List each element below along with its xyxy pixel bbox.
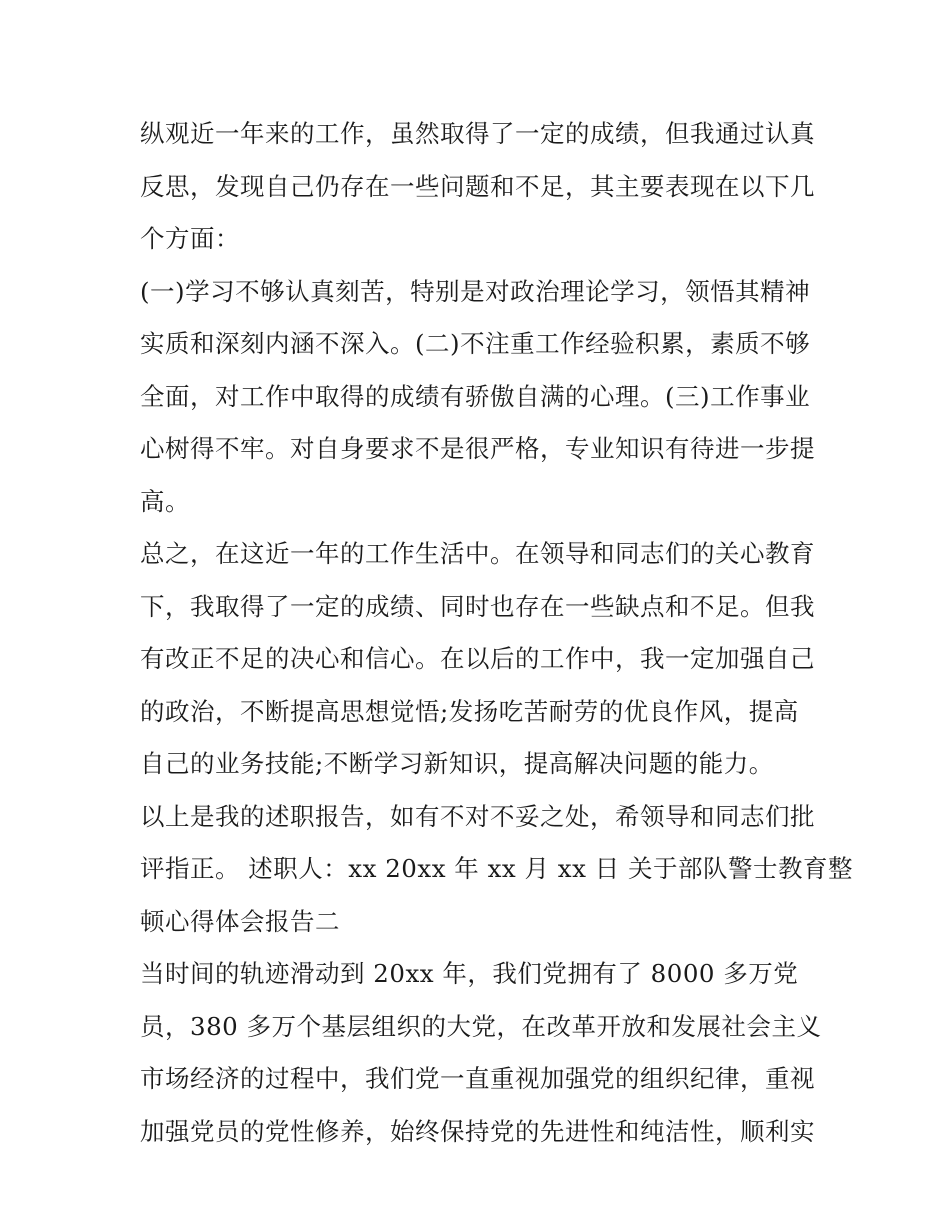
text-line: 下，我取得了一定的成绩、同时也存在一些缺点和不足。但我 [140,591,815,621]
text-line: 全面，对工作中取得的成绩有骄傲自满的心理。(三)工作事业 [140,381,811,411]
text-line: 市场经济的过程中，我们党一直重视加强党的组织纪律，重视 [140,1064,815,1093]
text-line: 员，380 多万个基层组织的大党，在改革开放和发展社会主义 [140,1011,822,1041]
text-line: (一)学习不够认真刻苦，特别是对政治理论学习，领悟其精神 [140,276,811,306]
text-line: 反思，发现自己仍存在一些问题和不足，其主要表现在以下几 [140,171,815,201]
text-line: 以上是我的述职报告，如有不对不妥之处，希领导和同志们批 [140,801,815,831]
text-line: 顿心得体会报告二 [140,906,340,936]
document-body [140,108,854,1158]
text-line: 个方面： [140,224,240,253]
text-line: 的政治，不断提高思想觉悟;发扬吃苦耐劳的优良作风，提高 [140,696,799,726]
text-line: 实质和深刻内涵不深入。(二)不注重工作经验积累，素质不够 [140,329,811,358]
text-line: 总之，在这近一年的工作生活中。在领导和同志们的关心教育 [140,539,815,568]
text-line: 评指正。 述职人：xx 20xx 年 xx 月 xx 日 关于部队警士教育整 [140,854,854,883]
text-line: 高。 [140,486,190,516]
text-line: 纵观近一年来的工作，虽然取得了一定的成绩，但我通过认真 [140,119,815,148]
text-line: 加强党员的党性修养，始终保持党的先进性和纯洁性，顺利实 [140,1116,815,1146]
text-line: 有改正不足的决心和信心。在以后的工作中，我一定加强自己 [140,644,815,673]
text-line: 当时间的轨迹滑动到 20xx 年，我们党拥有了 8000 多万党 [140,959,799,988]
text-line: 自己的业务技能;不断学习新知识，提高解决问题的能力。 [140,749,774,778]
text-line: 心树得不牢。对自身要求不是很严格，专业知识有待进一步提 [140,434,815,463]
